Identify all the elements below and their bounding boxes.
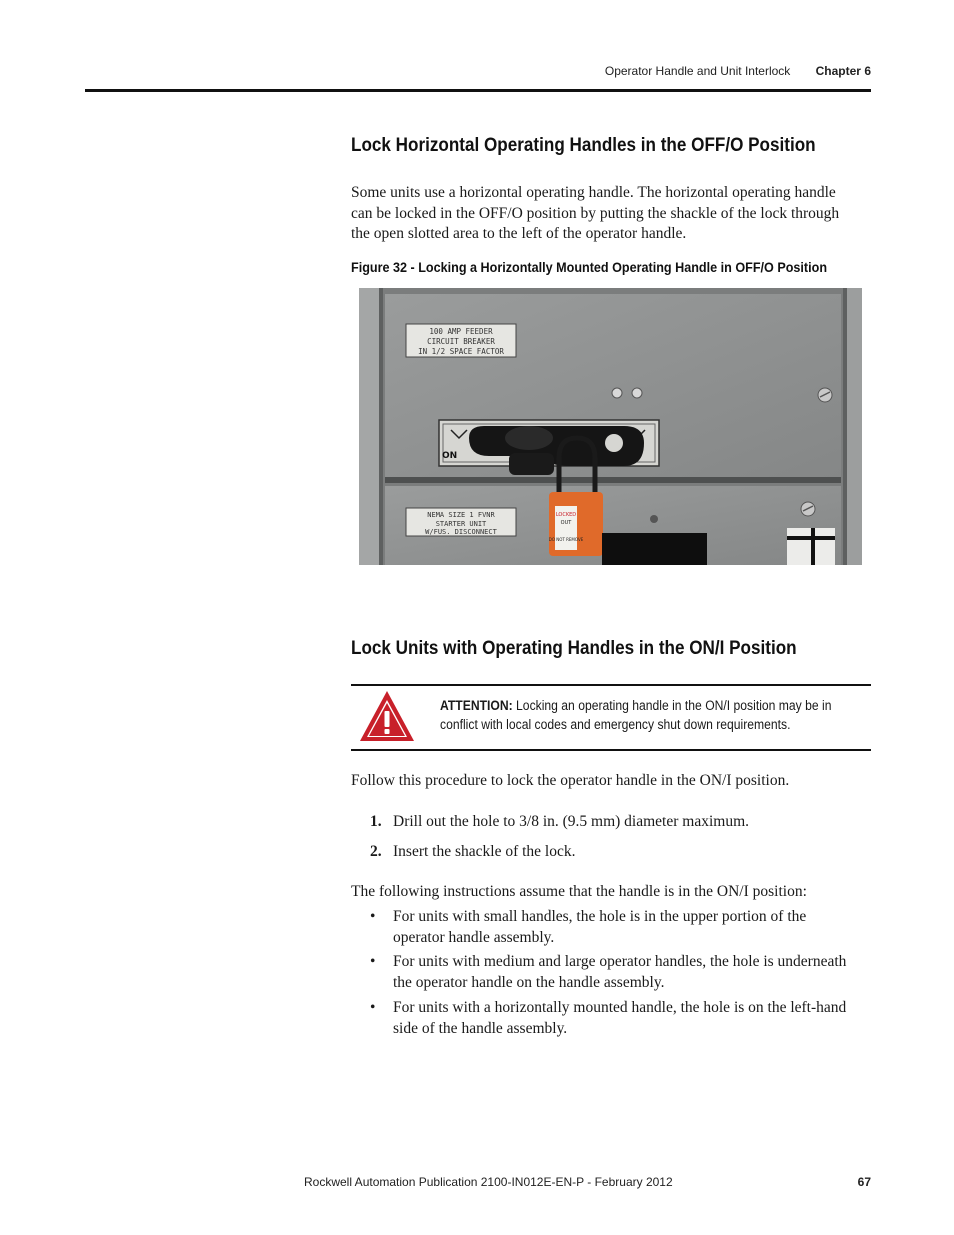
lock-tag-line: OUT bbox=[560, 520, 572, 526]
attention-label: ATTENTION: bbox=[440, 698, 513, 713]
procedure-intro: Follow this procedure to lock the operator handle in the ON/I position. bbox=[351, 772, 790, 789]
procedure-step bbox=[370, 812, 749, 833]
bullet-line: For units with small handles, the hole is in the upper portion of the bbox=[393, 908, 807, 925]
bullet-line: For units with medium and large operator handles, the hole is underneath bbox=[393, 953, 847, 970]
header-rule bbox=[85, 89, 871, 92]
lower-plate-line: NEMA SIZE 1 FVNR bbox=[427, 511, 495, 519]
section1-paragraph bbox=[351, 183, 871, 245]
bullet-line: For units with a horizontally mounted handle, the hole is on the left-hand bbox=[393, 999, 847, 1016]
lock-tag-line: DO NOT REMOVE bbox=[548, 537, 584, 542]
lock-tag-line: LOCKED bbox=[555, 512, 577, 518]
upper-plate-line: 100 AMP FEEDER bbox=[429, 327, 493, 336]
lower-plate-line: STARTER UNIT bbox=[435, 520, 487, 528]
paragraph-line: can be locked in the OFF/O position by putting the shackle of the lock through bbox=[351, 204, 840, 222]
page-number: 67 bbox=[857, 1175, 871, 1189]
attention-message bbox=[440, 696, 872, 734]
step-text: Insert the shackle of the lock. bbox=[393, 843, 576, 860]
switchgear-panel-illustration bbox=[359, 288, 862, 565]
publication-id: Rockwell Automation Publication 2100-IN012E-EN-P - February 2012 bbox=[304, 1175, 673, 1189]
section-heading-horizontal-handles: Lock Horizontal Operating Handles in the OFF/O Position bbox=[351, 135, 816, 156]
paragraph-line: Some units use a horizontal operating handle. The horizontal operating handle bbox=[351, 184, 836, 201]
lower-plate-line: W/FUS. DISCONNECT bbox=[425, 528, 497, 536]
bullet-marker: • bbox=[370, 953, 376, 970]
figure-photo bbox=[359, 288, 862, 565]
upper-plate-line: CIRCUIT BREAKER bbox=[427, 337, 495, 346]
running-header bbox=[605, 64, 871, 78]
step-number: 2. bbox=[370, 843, 382, 860]
bullet-marker: • bbox=[370, 908, 376, 925]
attention-line: Locking an operating handle in the ON/I position may be in bbox=[512, 698, 832, 713]
procedure-step bbox=[370, 842, 576, 863]
header-section-title: Operator Handle and Unit Interlock bbox=[604, 64, 791, 78]
section-heading-on-position: Lock Units with Operating Handles in the ON/I Position bbox=[351, 638, 797, 659]
warning-triangle-icon bbox=[358, 689, 416, 743]
attention-line: conflict with local codes and emergency shut down requirements. bbox=[440, 717, 791, 732]
paragraph-line: the open slotted area to the left of the operator handle. bbox=[351, 225, 687, 242]
figure-caption: Figure 32 - Locking a Horizontally Mounted Operating Handle in OFF/O Position bbox=[351, 259, 828, 275]
bullet-line: side of the handle assembly. bbox=[393, 1019, 568, 1037]
step-number: 1. bbox=[370, 813, 382, 830]
upper-plate-line: IN 1/2 SPACE FACTOR bbox=[418, 347, 504, 356]
step-text: Drill out the hole to 3/8 in. (9.5 mm) diameter maximum. bbox=[393, 813, 750, 830]
bullet-line: the operator handle on the handle assembly. bbox=[393, 973, 665, 991]
bullet-marker: • bbox=[370, 999, 376, 1016]
attention-rule-bottom bbox=[351, 749, 871, 751]
bullet-line: operator handle assembly. bbox=[393, 928, 555, 946]
on-label: ON bbox=[442, 451, 458, 461]
attention-rule-top bbox=[351, 684, 871, 686]
assumption-paragraph: The following instructions assume that the handle is in the ON/I position: bbox=[351, 883, 807, 900]
header-chapter: Chapter 6 bbox=[815, 64, 871, 78]
